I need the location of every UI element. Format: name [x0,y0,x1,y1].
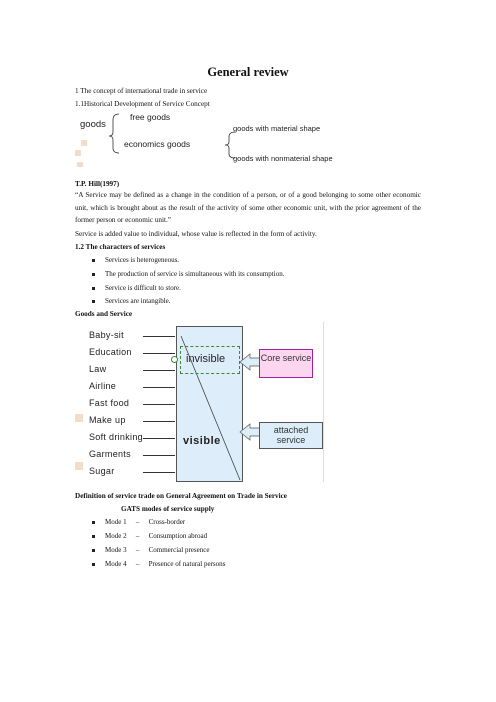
margin-rule [323,322,324,482]
value-added-text: Service is added value to individual, whose value is reflected in the form of activity. [75,230,317,238]
item-connector [143,455,175,456]
gats-heading: GATS modes of service supply [121,505,215,513]
item-connector [143,353,175,354]
item-connector [143,421,175,422]
goods-and-service-heading: Goods and Service [75,310,133,318]
list-item: The production of service is simultaneous with its consumption. [92,270,284,278]
goods-root-label: goods [80,119,106,130]
visible-label: visible [183,435,221,447]
economics-goods-label: economics goods [124,139,191,149]
item-connector [143,387,175,388]
item-connector [143,370,175,371]
spectrum-item: Fast food [89,398,130,408]
goods-classification-diagram [75,110,435,170]
list-item: Mode 2 – Consumption abroad [92,532,207,540]
attached-service-callout [259,422,323,449]
section-heading-1: 1 The concept of international trade in service [75,87,208,95]
list-item: Mode 3 – Commercial presence [92,546,209,554]
handle-icon [171,356,178,363]
definition-heading: Definition of service trade on General Agreement on Trade in Service [75,492,287,500]
hill-quote: “A Service may be defined as a change in the condition of a person, or of a good belonging to some other economic unit, which is brought about as the result of the activity of some other economic unit, with the prior agreement of the former person or economic unit.” [75,191,421,224]
page-title: General review [207,65,289,79]
decor-mark [75,414,83,422]
item-connector [143,438,175,439]
spectrum-item: Make up [89,415,126,425]
spectrum-item: Law [89,364,107,374]
spectrum-item: Soft drinking [89,432,143,442]
attached-service-label: attached service [273,425,309,445]
spectrum-item: Airline [89,381,117,391]
list-item: Mode 1 – Cross-border [92,518,185,526]
list-item: Services is heterogeneous. [92,256,179,264]
spectrum-item: Sugar [89,466,115,476]
invisible-label: invisible [186,353,226,365]
decor-mark [75,462,83,470]
item-connector [143,404,175,405]
item-connector [143,472,175,473]
section-heading-1-2: 1.2 The characters of services [75,243,166,251]
hill-reference: T.P. Hill(1997) [75,180,120,188]
item-connector [143,336,175,337]
core-service-callout [259,349,313,378]
list-item: Services are intangible. [92,297,171,305]
free-goods-label: free goods [130,112,171,122]
core-service-label: Core service [260,353,312,363]
nonmaterial-goods-label: goods with nonmaterial shape [233,154,333,163]
list-item: Mode 4 – Presence of natural persons [92,560,225,568]
section-heading-1-1: 1.1Historical Development of Service Concept [75,100,210,108]
material-goods-label: goods with material shape [233,124,321,133]
list-item: Service is difficult to store. [92,284,181,292]
spectrum-item: Garments [89,449,131,459]
spectrum-item: Education [89,347,132,357]
spectrum-item: Baby-sit [89,330,124,340]
